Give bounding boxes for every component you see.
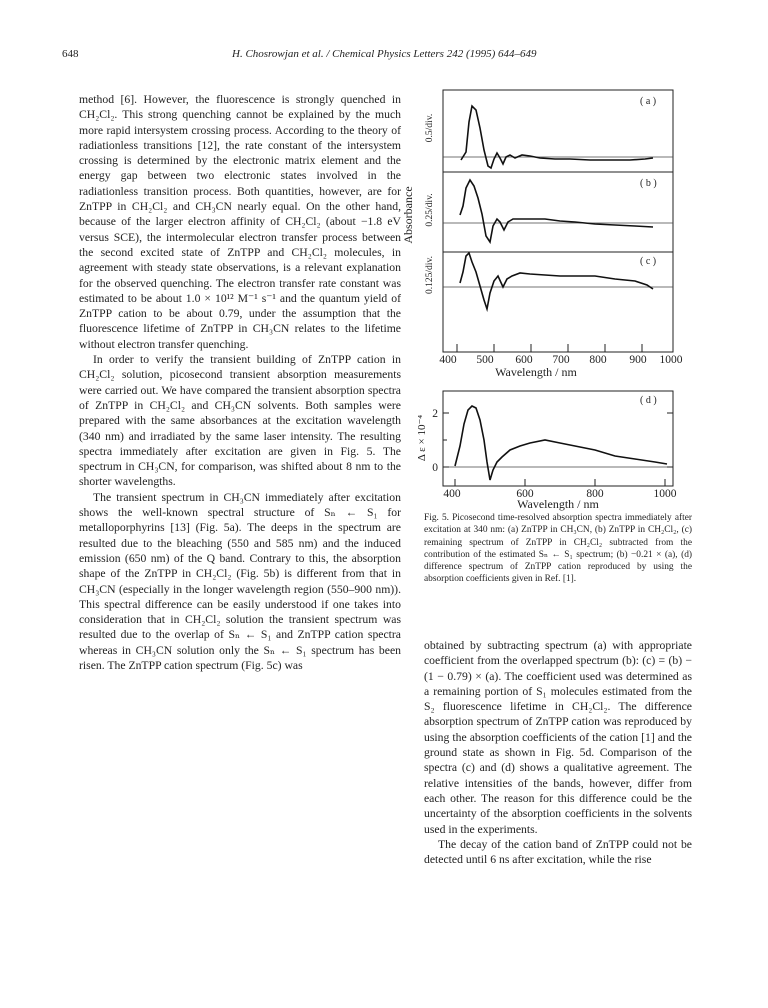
bottom-x-label: Wavelength / nm <box>517 497 599 511</box>
paragraph-1: method [6]. However, the fluorescence is strongly quenched in CH₂Cl₂. This strong quenching cannot be explained by the much more rapid intersystem crossing process. According to the theory of radiationless transitions [12], the rate constant of the intersystem crossing is determined by the electronic matrix element and the energy gap between two electronic states involved in the radiationless transition process. Both quantities, however, are for ZnTPP in CH₂Cl₂ and CH₃CN nearly equal. On the other hand, because of the larger electron affinity of CH₂Cl₂ (about −1.8 eV versus SCE), the intermolecular electron transfer process between the second excited state of ZnTPP and CH₂Cl₂ molecules, in agreement with steady state observations, is a relevant explanation for the observed quenching. The electron transfer rate constant was estimated to be about 1.0 × 10¹² M⁻¹ s⁻¹ and the quantum yield of ZnTPP cation to be about 0.79, under the assumption that the fluorescence lifetime of ZnTPP in CH₃CN relates to the lifetime without electron transfer quenching. <box>79 93 401 351</box>
top-x-ticks <box>457 344 673 352</box>
bottom-plot-frame <box>443 391 673 486</box>
top-x-tick-400: 400 <box>439 354 457 366</box>
spectrum-b <box>460 180 653 242</box>
running-title: H. Chosrowjan et al. / Chemical Physics Letters 242 (1995) 644–649 <box>232 48 537 60</box>
top-x-tick-1000: 1000 <box>659 354 683 366</box>
bottom-y-tick-2: 2 <box>432 408 438 420</box>
top-x-tick-500: 500 <box>476 354 494 366</box>
bottom-x-tick-600: 600 <box>516 488 534 500</box>
top-x-tick-700: 700 <box>552 354 570 366</box>
y-axis-label: Absorbance <box>401 186 415 244</box>
label-d: ( d ) <box>640 395 657 406</box>
page-number: 648 <box>62 48 79 60</box>
bottom-x-tick-400: 400 <box>443 488 461 500</box>
top-x-label: Wavelength / nm <box>495 365 577 379</box>
bottom-x-tick-1000: 1000 <box>653 488 677 500</box>
label-b: ( b ) <box>640 178 657 189</box>
spectrum-a <box>461 106 653 168</box>
right-column <box>424 638 692 867</box>
label-c: ( c ) <box>640 256 657 267</box>
bottom-y-ticks <box>443 413 673 467</box>
bottom-y-label: Δ ε × 10⁻⁴ <box>416 414 428 462</box>
scale-b: 0.25/div. <box>425 193 435 227</box>
figure-caption: Fig. 5. Picosecond time-resolved absorption spectra immediately after excitation at 340 nm: (a) ZnTPP in CH₃CN, (b) ZnTPP in CH₂Cl₂, (c) remaining spectrum of ZnTPP in CH₂Cl₂ subtracted from the contribution of the estimated Sₙ ← S₁ spectrum; (b) −0.21 × (a), (d) difference spectrum of ZnTPP cation reproduced by using the absorption coefficients given in Ref. [1]. <box>424 513 692 585</box>
bottom-x-tick-800: 800 <box>586 488 604 500</box>
paragraph-5: The decay of the cation band of ZnTPP could not be detected until 6 ns after excitation, while the rise <box>424 837 692 867</box>
top-plot-frame <box>443 90 673 352</box>
top-x-tick-600: 600 <box>515 354 533 366</box>
bottom-y-tick-0: 0 <box>432 462 438 474</box>
top-x-tick-900: 900 <box>629 354 647 366</box>
left-column <box>79 92 401 673</box>
scale-c: 0.125/div. <box>425 256 435 294</box>
spectrum-c <box>460 253 653 309</box>
top-x-tick-800: 800 <box>589 354 607 366</box>
bottom-x-ticks <box>455 479 665 486</box>
scale-a: 0.5/div. <box>425 113 435 143</box>
paragraph-2: In order to verify the transient building of ZnTPP cation in CH₂Cl₂ solution, picosecond transient absorption measurements were carried out. We have compared the transient absorption spectra of ZnTPP in CH₂Cl₂ and CH₃CN solvents. Both samples were prepared with the same absorbances at the excitation wavelength (340 nm) and irradiated by the same laser intensity. The resulting spectra immediately after excitation are given in Fig. 5. The spectrum in CH₃CN, for comparison, was shifted about 8 nm to the shorter wavelengths. <box>79 353 401 489</box>
paragraph-3: The transient spectrum in CH₃CN immediately after excitation shows the well-known spectral structure of Sₙ ← S₁ for metalloporphyrins [13] (Fig. 5a). The deeps in the spectrum are resulted due to the bleaching (550 and 585 nm) and the induced emission (650 nm) of the Q band. Contrary to this, the absorption shape of the ZnTPP in CH₂Cl₂ (Fig. 5b) is different from that in CH₃CN (especially in the longer wavelength region (550–900 nm)). This spectral difference can be easily understood if one takes into consideration that in CH₂Cl₂ solution the transient spectrum was resulted due to the overlap of Sₙ ← S₁ and ZnTPP cation spectra whereas in CH₃CN solution only the Sₙ ← S₁ spectrum has been risen. The ZnTPP cation spectrum (Fig. 5c) was <box>79 490 401 672</box>
spectrum-d <box>455 406 667 480</box>
paragraph-4: obtained by subtracting spectrum (a) with appropriate coefficient from the overlapped spectrum (b): (c) = (b) − (1 − 0.79) × (a). The coefficient used was determined as a remaining portion of S₁ molecules estimated from the S₂ fluorescence lifetime in CH₂Cl₂. The difference absorption spectrum of ZnTPP cation was reproduced by using the absorption coefficients of the cation [1] and the ground state as shown in Fig. 5d. Comparison of the spectra (c) and (d) shows a qualitative agreement. The relative intensities of the bands, however, differ from each other. The reason for this difference could be the uncertainty of the absorption coefficients in the solvents used in the experiments. <box>424 639 692 836</box>
label-a: ( a ) <box>640 96 657 107</box>
